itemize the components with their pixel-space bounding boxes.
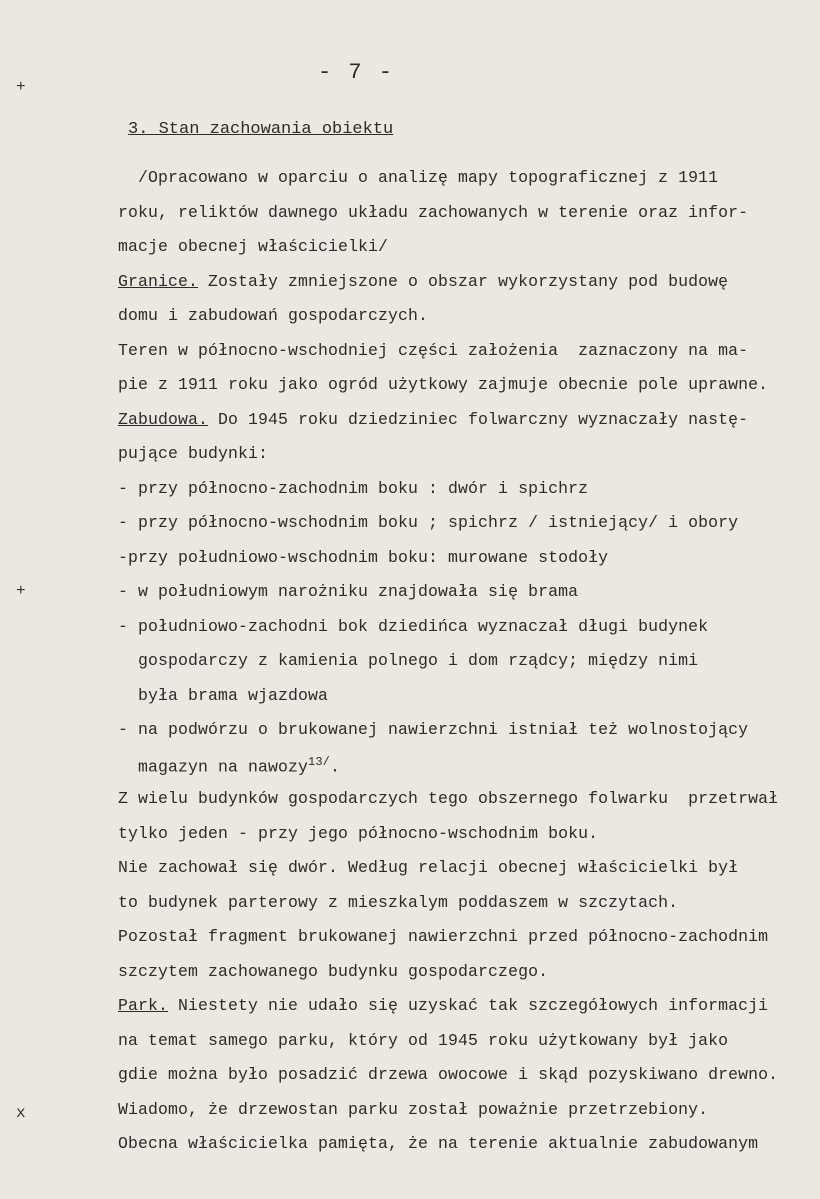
text-line — [118, 341, 808, 360]
line-tail: . — [329, 757, 340, 776]
line-text: gdie można było posadzić drzewa owocowe i skąd pozyskiwano drewno. — [118, 1065, 779, 1084]
line-text: Wiadomo, że drzewostan parku został poważnie przetrzebiony. — [118, 1099, 709, 1119]
text-line — [118, 1100, 808, 1119]
line-text: była brama wjazdowa — [118, 685, 329, 705]
paragraph-lead: Granice. — [118, 271, 199, 291]
line-text: to budynek parterowy z mieszkalym poddaszem w szczytach. — [118, 892, 679, 912]
line-text: roku, reliktów dawnego układu zachowanych w terenie oraz infor- — [118, 202, 749, 222]
text-line — [118, 203, 808, 222]
line-text: - w południowym narożniku znajdowała się brama — [118, 582, 579, 601]
section-heading: 3. Stan zachowania obiektu — [128, 120, 394, 139]
line-text: - przy północno-zachodnim boku : dwór i spichrz — [118, 478, 589, 498]
line-text: Zostały zmniejszone o obszar wykorzystany pod budowę — [198, 271, 729, 291]
text-line — [118, 617, 808, 636]
text-line — [118, 479, 808, 498]
text-line — [118, 513, 808, 532]
text-line — [118, 410, 808, 429]
line-text: Z wielu budynków gospodarczych tego obszernego folwarku przetrwał — [118, 789, 779, 808]
text-line — [118, 755, 808, 777]
text-line — [118, 375, 808, 394]
text-line — [118, 548, 808, 567]
text-line — [118, 824, 808, 843]
margin-mark: + — [16, 78, 26, 96]
line-text: pujące budynki: — [118, 444, 269, 463]
line-text: - na podwórzu o brukowanej nawierzchni istniał też wolnostojący — [118, 720, 749, 739]
line-text: domu i zabudowań gospodarczych. — [118, 306, 429, 325]
text-line — [118, 927, 808, 946]
line-text: tylko jeden - przy jego północno-wschodnim boku. — [118, 823, 599, 843]
text-line — [118, 1134, 808, 1153]
line-text: Pozostał fragment brukowanej nawierzchni przed północno-zachodnim — [118, 927, 769, 946]
text-line — [118, 996, 808, 1015]
text-line — [118, 651, 808, 670]
text-line — [118, 168, 808, 187]
line-text: szczytem zachowanego budynku gospodarczego. — [118, 961, 549, 981]
line-text: na temat samego parku, który od 1945 roku użytkowany był jako — [118, 1030, 729, 1050]
margin-mark: x — [16, 1104, 26, 1122]
line-text: - południowo-zachodni bok dziedińca wyznaczał długi budynek — [118, 616, 709, 636]
text-line — [118, 858, 808, 877]
text-line — [118, 237, 808, 256]
line-text: Niestety nie udało się uzyskać tak szczegółowych informacji — [168, 996, 769, 1015]
line-text: Teren w północno-wschodniej części założenia zaznaczony na ma- — [118, 340, 749, 360]
line-text: magazyn na nawozy — [118, 757, 309, 776]
text-line — [118, 686, 808, 705]
line-text: pie z 1911 roku jako ogród użytkowy zajmuje obecnie pole uprawne. — [118, 375, 769, 394]
line-text: gospodarczy z kamienia polnego i dom rządcy; między nimi — [118, 651, 699, 670]
text-line — [118, 789, 808, 808]
line-text: Nie zachował się dwór. Według relacji obecnej właścicielki był — [118, 858, 739, 877]
text-line — [118, 1065, 808, 1084]
paragraph-lead: Park. — [118, 996, 169, 1015]
line-text: macje obecnej właścicielki/ — [118, 237, 389, 256]
text-line — [118, 306, 808, 325]
line-text: - przy północno-wschodnim boku ; spichrz / istniejący/ i obory — [118, 513, 739, 532]
line-text: -przy południowo-wschodnim boku: murowane stodoły — [118, 547, 609, 567]
text-line — [118, 893, 808, 912]
text-line — [118, 962, 808, 981]
text-line — [118, 272, 808, 291]
line-text: /Opracowano w oparciu o analizę mapy topograficznej z 1911 — [118, 168, 719, 187]
line-text: Obecna właścicielka pamięta, że na terenie aktualnie zabudowanym — [118, 1134, 759, 1153]
page-number: - 7 - — [318, 60, 395, 85]
text-line — [118, 582, 808, 601]
text-line — [118, 444, 808, 463]
margin-mark: + — [16, 582, 26, 600]
text-line — [118, 720, 808, 739]
text-line — [118, 1031, 808, 1050]
footnote-ref: 13/ — [308, 754, 330, 769]
line-text: Do 1945 roku dziedziniec folwarczny wyznaczały nastę- — [208, 409, 749, 429]
paragraph-lead: Zabudowa. — [118, 409, 209, 429]
